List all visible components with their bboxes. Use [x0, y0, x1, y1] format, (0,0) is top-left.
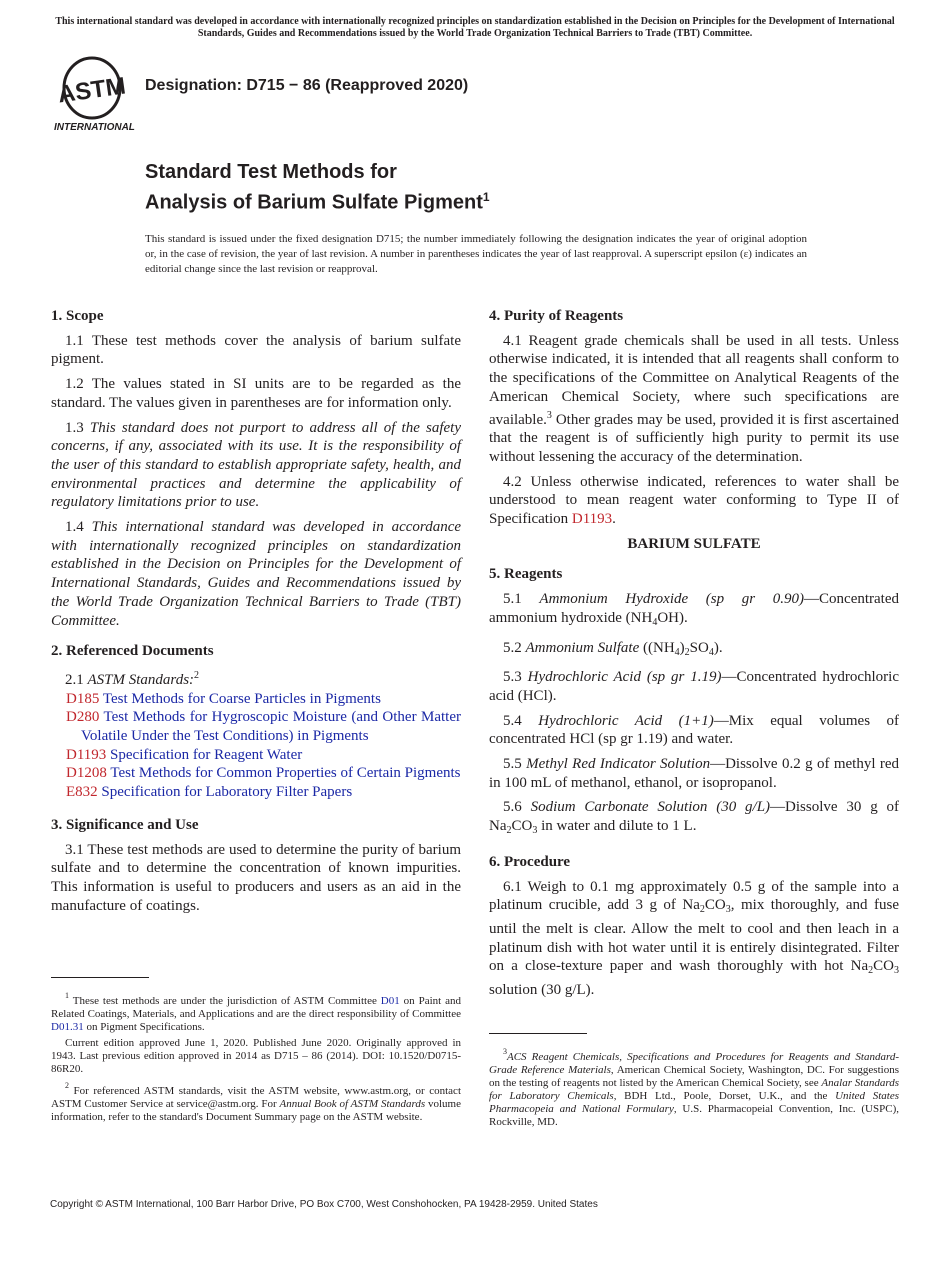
- para-5-3-italic: Hydrochloric Acid (sp gr 1.19): [527, 669, 722, 686]
- para-5-6-text-b: CO: [511, 818, 533, 835]
- para-6-1-sub-4: 3: [894, 965, 899, 977]
- para-6-1-text-d: CO: [873, 958, 894, 975]
- ref-code-link[interactable]: E832: [66, 784, 98, 801]
- footnote-2-text-a: For referenced ASTM standards, visit the ASTM website, www.astm.org, or contact ASTM Customer Service at service@astm.org. For: [51, 1085, 461, 1110]
- reference-item: [51, 690, 461, 709]
- para-4-2-text: 4.2 Unless otherwise indicated, references to water shall be understood to mean reagent water conforming to Type II of Specification: [489, 473, 899, 528]
- para-5-2-text-c: SO: [689, 639, 709, 656]
- para-5-1: [489, 590, 899, 632]
- para-1-3: [51, 419, 461, 513]
- footnote-2-text-b: volume information, refer to the standard's Document Summary page on the ASTM website.: [51, 1098, 461, 1123]
- title-footnote-ref[interactable]: 1: [482, 190, 490, 204]
- para-5-3-text: —Concentrated hydrochloric acid (HCl).: [489, 669, 899, 704]
- footnote-3-marker: 3: [503, 1047, 507, 1056]
- ref-code-link[interactable]: D185: [66, 690, 100, 707]
- footnote-3-italic-3: United States Pharmacopeia and National Formulary: [489, 1090, 899, 1115]
- para-5-6-num: 5.6: [503, 799, 531, 816]
- footnote-ref-2[interactable]: 2: [194, 669, 200, 681]
- right-column: [489, 307, 899, 1006]
- para-5-2-end: ).: [713, 639, 723, 656]
- para-5-1-num: 5.1: [503, 591, 540, 608]
- ref-code-link[interactable]: D1193: [66, 746, 107, 763]
- para-1-3-text: This standard does not purport to address all of the safety concerns, if any, associated with its use. It is the responsibility of the user of this standard to establish appropriate safety, health, and environmental practices and determine the applicability of regulatory limitations prior to use.: [51, 419, 462, 511]
- footnote-3-text-c: , U.S. Pharmacopeial Convention, Inc. (USPC), Rockville, MD.: [489, 1103, 899, 1128]
- para-2-1-num: 2.1: [65, 671, 88, 688]
- section-2-heading: 2. Referenced Documents: [51, 643, 214, 660]
- footnote-1: [51, 989, 461, 1034]
- reference-item: [51, 764, 461, 783]
- barium-sulfate-heading: BARIUM SULFATE: [627, 535, 761, 552]
- para-5-4: [489, 712, 899, 749]
- footnote-2: [51, 1079, 461, 1124]
- para-4-2: [489, 473, 899, 529]
- tbt-notice: This international standard was developed in accordance with internationally recognized principles on standardization established in the Decision on Principles for the Development of International Standards, Guides and Recommendations issued by the World Trade Organization Technical Barriers to Trade (TBT) Committee.: [55, 16, 895, 39]
- para-6-1-text-c: , mix thoroughly, and fuse until the melt is clear. Allow the melt to cool and then leach in a platinum dish with hot water until it is entirely disintegrated. Filter on a close-texture paper and wash thoroughly with hot Na: [489, 897, 900, 975]
- title-line-2: [145, 185, 490, 216]
- para-5-3: [489, 668, 899, 705]
- para-5-6-sub-1: 2: [506, 825, 512, 837]
- ref-title-link[interactable]: Test Methods for Common Properties of Certain Pigments: [110, 765, 461, 782]
- para-5-2-num: 5.2: [503, 639, 526, 656]
- footnote-divider: [489, 1033, 587, 1034]
- footnotes-right: [489, 1045, 899, 1132]
- para-4-1-text-b: Other grades may be used, provided it is first ascertained that the reagent is of sufficiently high purity to permit its use without lessening the accuracy of the determination.: [489, 411, 899, 465]
- para-5-5-text: —Dissolve 0.2 g of methyl red in 100 mL of methanol, ethanol, or isopropanol.: [489, 756, 900, 791]
- para-5-5-italic: Methyl Red Indicator Solution: [526, 756, 711, 773]
- para-2-1: [51, 667, 461, 690]
- para-5-6-italic: Sodium Carbonate Solution (30 g/L): [530, 799, 771, 816]
- footnotes-left: [51, 989, 461, 1127]
- astm-logo-icon: [52, 54, 136, 134]
- para-5-3-num: 5.3: [503, 669, 528, 686]
- issued-note: This standard is issued under the fixed designation D715; the number immediately following the designation indicates the year of original adoption or, in the case of revision, the year of last revision. A number in parentheses indicates the year of last reapproval. A superscript epsilon (ε) indicates an editorial change since the last revision or reapproval.: [145, 233, 807, 275]
- para-1-4-text: This international standard was developed in accordance with internationally recognized principles on standardization established in the Decision on Principles for the Development of International Standards, Guides and Recommendations issued by the World Trade Organization Technical Barriers to Trade (TBT) Committee.: [51, 519, 462, 629]
- para-6-1-sub-2: 3: [725, 904, 731, 916]
- para-5-2-text-a: ((NH: [639, 639, 675, 656]
- footnote-divider: [51, 977, 149, 978]
- para-1-2: 1.2 The values stated in SI units are to be regarded as the standard. The values given in parentheses are for information only.: [51, 376, 461, 411]
- title-line-1: Standard Test Methods for: [145, 161, 397, 183]
- footnote-1-text-a: These test methods are under the jurisdiction of ASTM Committee: [69, 995, 381, 1007]
- reference-item: [51, 746, 461, 765]
- para-1-3-num: 1.3: [65, 419, 90, 436]
- para-5-6-sub-2: 3: [532, 825, 538, 837]
- section-4-heading: 4. Purity of Reagents: [489, 308, 624, 324]
- footnote-1-text-c: on Pigment Specifications.: [83, 1021, 205, 1033]
- para-5-2-sub-2: 2: [684, 646, 690, 658]
- para-5-2-italic: Ammonium Sulfate: [525, 639, 640, 656]
- footnote-3: [489, 1045, 899, 1129]
- para-1-1: 1.1 These test methods cover the analysis of barium sulfate pigment.: [51, 332, 461, 368]
- para-5-6: [489, 798, 899, 840]
- footnote-2-marker: 2: [65, 1081, 69, 1090]
- left-column: [51, 307, 461, 921]
- section-5-heading: 5. Reagents: [489, 566, 563, 583]
- committee-link[interactable]: D01: [380, 995, 400, 1007]
- para-5-1-italic: Ammonium Hydroxide (sp gr 0.90): [539, 591, 805, 608]
- logo-text: ASTM: [56, 72, 128, 109]
- title-line-2-text: Analysis of Barium Sulfate Pigment: [145, 191, 483, 214]
- para-5-6-text-a: —Dissolve 30 g of Na: [489, 799, 900, 835]
- para-4-2-end: .: [612, 511, 616, 528]
- para-6-1-sub-3: 2: [868, 965, 874, 977]
- footnote-3-italic-1: ACS Reagent Chemicals, Specifications and Procedures for Reagents and Standard-Grade Reference Materials: [489, 1051, 899, 1076]
- para-6-1-text-a: 6.1 Weigh to 0.1 mg approximately 0.5 g of the sample into a platinum crucible, add 3 g of Na: [489, 878, 899, 914]
- subcommittee-link[interactable]: D01.31: [51, 1021, 84, 1033]
- footnote-3-italic-2: Analar Standards for Laboratory Chemicals: [489, 1077, 899, 1102]
- para-5-5: [489, 755, 899, 792]
- reference-item: [51, 708, 461, 745]
- copyright-footer: Copyright © ASTM International, 100 Barr Harbor Drive, PO Box C700, West Conshohocken, PA 19428-2959. United States: [50, 1199, 598, 1210]
- para-5-2-text-b: ): [679, 639, 685, 656]
- page-title: [145, 160, 490, 216]
- footnote-ref-3[interactable]: 3: [546, 409, 552, 421]
- section-1-heading: 1. Scope: [51, 308, 104, 324]
- para-6-1-text-b: CO: [704, 897, 726, 914]
- para-5-2-sub-3: 4: [708, 646, 714, 658]
- para-6-1-sub-1: 2: [699, 904, 705, 916]
- para-4-1-text-a: 4.1 Reagent grade chemicals shall be used in all tests. Unless otherwise indicated, it is intended that all reagents shall conform to the specifications of the Committee on Analytical Reagents of the American Chemical Society, where such specifications are available.: [489, 332, 899, 428]
- para-1-4: [51, 518, 461, 630]
- para-5-1-text: —Concentrated ammonium hydroxide (NH: [489, 591, 899, 626]
- ref-title-link[interactable]: Test Methods for Coarse Particles in Pigments: [102, 690, 381, 707]
- para-6-1-end: solution (30 g/L).: [489, 982, 595, 999]
- footnote-3-text-b: , BDH Ltd., Poole, Dorset, U.K., and the: [613, 1090, 836, 1102]
- para-6-1: [489, 878, 899, 1000]
- ref-title-link[interactable]: Specification for Reagent Water: [110, 746, 303, 763]
- designation: Designation: D715 − 86 (Reapproved 2020): [145, 77, 469, 94]
- para-5-4-text: —Mix equal volumes of concentrated HCl (sp gr 1.19) and water.: [489, 712, 899, 748]
- ref-title-link[interactable]: Specification for Laboratory Filter Papers: [101, 784, 353, 801]
- astm-logo: [52, 54, 136, 134]
- ref-title-link[interactable]: Test Methods for Hygroscopic Moisture (and Other Matter Volatile Under the Test Conditions) in Pigments: [81, 709, 462, 745]
- footnote-1-text-b: on Paint and Related Coatings, Materials, and Applications and are the direct responsibility of Committee: [51, 995, 461, 1020]
- footnote-1-marker: 1: [65, 991, 69, 1000]
- para-4-1: [489, 332, 899, 467]
- footnote-2-italic: Annual Book of ASTM Standards: [279, 1098, 426, 1110]
- ref-code-link[interactable]: D1208: [66, 765, 107, 782]
- para-5-6-end: in water and dilute to 1 L.: [537, 818, 697, 835]
- ref-code-link[interactable]: D280: [66, 709, 100, 726]
- section-6-heading: 6. Procedure: [489, 853, 571, 870]
- para-5-4-italic: Hydrochloric Acid (1+1): [538, 712, 714, 729]
- footnote-1-edition: Current edition approved June 1, 2020. Published June 2020. Originally approved in 1943. Last previous edition approved in 2014 as D715 – 86 (2014). DOI: 10.1520/D0715-86R20.: [51, 1037, 461, 1075]
- para-5-4-num: 5.4: [503, 712, 539, 729]
- footnote-3-text-a: , American Chemical Society, Washington, DC. For suggestions on the testing of reagents not listed by the American Chemical Society, see: [489, 1064, 899, 1089]
- para-5-5-num: 5.5: [503, 756, 527, 773]
- para-5-2-sub-1: 4: [674, 646, 680, 658]
- d1193-link[interactable]: D1193: [571, 511, 613, 528]
- para-5-2: [489, 639, 899, 663]
- para-1-4-num: 1.4: [65, 519, 92, 536]
- para-2-1-text: ASTM Standards:: [87, 671, 195, 688]
- para-5-1-end: OH).: [657, 609, 688, 626]
- logo-sub: INTERNATIONAL: [54, 122, 135, 133]
- reference-item: [51, 783, 461, 802]
- para-3-1: 3.1 These test methods are used to determine the purity of barium sulfate and to determine the concentration of known impurities. This information is useful to producers and users as an aid in the manufacture of coatings.: [51, 841, 461, 914]
- section-3-heading: 3. Significance and Use: [51, 816, 199, 833]
- para-5-1-sub: 4: [652, 616, 658, 628]
